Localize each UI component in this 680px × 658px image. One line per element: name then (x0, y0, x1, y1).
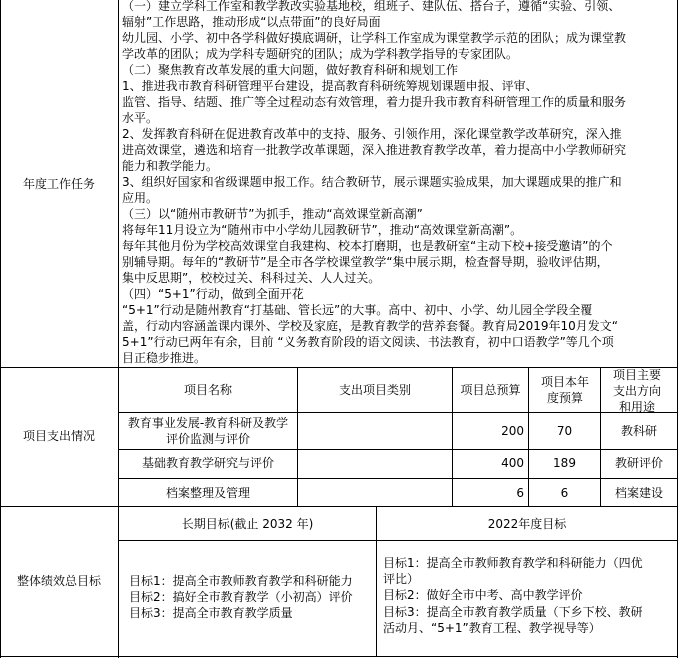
expense-header-name: 项目名称 (183, 383, 232, 397)
task-line: 学改革的团队；成为学科专题研究的团队；成为学科教学指导的专家团队。 (122, 47, 519, 61)
long-term-goal-header: 长期目标(截止 2032 年) (181, 517, 314, 531)
expense-row-1-total: 200 (501, 424, 524, 438)
expense-header-total: 项目总预算 (460, 383, 521, 397)
expense-row-3-year-budget: 6 (560, 486, 569, 500)
task-line: 进高效课堂，遴选和培育一批教学改革课题，深入推进教育教学改革，着力提高中小学教师研究 (122, 143, 627, 157)
expense-row-2-year-budget: 189 (553, 456, 576, 470)
expense-section-bottom (0, 506, 678, 507)
goal-header-bottom (118, 540, 678, 541)
task-line: 5+1”行动已两年有余，目前 “义务教育阶段的语文阅读、书法教育，初中口语教学”等几个项 (122, 335, 614, 349)
task-line: （三）以“随州市教研节”为抓手，推动“高效课堂新高潮” (122, 207, 423, 221)
year-goal-line: 目标1：提高全市教师教育教学和科研能力（四优 (383, 556, 643, 570)
task-line: 辐射”工作思路，推动形成“以点带面”的良好局面 (122, 15, 381, 29)
year-goal-line: 评比） (383, 572, 420, 586)
long-term-goal-item: 目标1：提高全市教师教育教学和科研能力 (129, 574, 353, 588)
expense-row-2-total: 400 (501, 456, 524, 470)
task-line: 2、发挥教育科研在促进教育改革中的支持、服务、引领作用，深化课堂教学改革研究，深入推 (122, 127, 622, 141)
year-goal-line: 目标2：做好全市中考、高中教学评价 (383, 588, 583, 602)
table-border-left (0, 0, 1, 658)
expense-row-1-name: 教育事业发展-教育科研及教学评价监测与评价 (127, 416, 289, 446)
year-goal-line: 目标3：提高全市教育教学质量（下乡下校、教研 (383, 605, 643, 619)
expense-row-3-direction: 档案建设 (614, 486, 663, 500)
task-line: 能力和教学能力。 (122, 159, 219, 173)
task-line: （二）聚焦教育改革发展的重大问题，做好教育科研和规划工作 (122, 63, 459, 77)
task-line: 3、组织好国家和省级课题申报工作。结合教研节，展示课题实验成果，加大课题成果的推广和 (122, 175, 622, 189)
expense-row-1-direction: 教科研 (620, 424, 657, 438)
task-line: 将每年11月设立为“随州市中小学幼儿园教研节”，推动“高效课堂新高潮”。 (122, 223, 523, 237)
year-goal-line: 活动月、“5+1”教育工程、教学视导等） (383, 621, 601, 635)
expense-row-2-direction: 教研评价 (614, 456, 663, 470)
task-line: 应用。 (122, 191, 159, 205)
long-term-goal-item: 目标3：提高全市教育教学质量 (129, 606, 293, 620)
expense-row-2-bottom (118, 478, 678, 479)
task-line: 监管、指导、结题、推广等全过程动态有效管理，着力提升我市教育科研管理工作的质量和服务 (122, 95, 627, 109)
task-line: 盖，行动内容涵盖课内课外、学校及家庭，是教育教学的营养套餐。教育局2019年10月发文“ (122, 319, 619, 333)
expense-row-1-bottom (118, 449, 678, 450)
task-line: 每年其他月份为学校高效课堂自我建构、校本打磨期，也是教研室“主动下校+接受邀请”的个 (122, 239, 613, 253)
task-line: 别辅导期。每年的“教研节”是全市各学校课堂教学“集中展示期，检查督导期，验收评估期， (122, 255, 609, 269)
expense-row-2-name: 基础教育教学研究与评价 (141, 456, 274, 470)
task-section-bottom (0, 367, 678, 368)
task-line: “5+1”行动是随州教育“打基础、管长远”的大事。高中、初中、小学、幼儿园全学段全覆 (122, 303, 593, 317)
table-border-right (677, 0, 678, 658)
task-line: 幼儿园、小学、初中各学科做好摸底调研，让学科工作室成为课堂教学示范的团队；成为课堂教 (122, 31, 627, 45)
expense-header-bottom (118, 412, 678, 413)
expense-section-label: 项目支出情况 (22, 429, 95, 443)
task-line: 目正稳步推进。 (122, 351, 207, 365)
expense-header-year-budget: 项目本年度预算 (540, 375, 589, 405)
task-line: 集中反思期”，校校过关、科科过关、人人过关。 (122, 271, 381, 285)
label-column-divider (118, 0, 119, 658)
task-section-label: 年度工作任务 (22, 177, 95, 191)
long-term-goal-item: 目标2：搞好全市教育教学（小初高）评价 (129, 590, 353, 604)
expense-header-direction: 项目主要支出方向和用途 (612, 368, 661, 414)
task-line: 水平。 (122, 111, 159, 125)
expense-row-3-name: 档案整理及管理 (165, 486, 250, 500)
expense-row-1-year-budget: 70 (556, 424, 573, 438)
task-line: （四）“5+1”行动，做到全面开花 (122, 287, 304, 301)
table-bottom (0, 656, 678, 657)
year-goal-header: 2022年度目标 (487, 517, 567, 531)
task-line: （一）建立学科工作室和教学教改实验基地校，组班子、建队伍、搭台子，遵循“实验、引领、 (122, 0, 621, 13)
task-line: 1、推进我市教育科研管理平台建设，提高教育科研统筹规划课题申报、评审、 (122, 79, 538, 93)
expense-row-3-total: 6 (516, 486, 524, 500)
goal-section-label: 整体绩效总目标 (16, 574, 101, 588)
expense-header-category: 支出项目类别 (338, 383, 411, 397)
